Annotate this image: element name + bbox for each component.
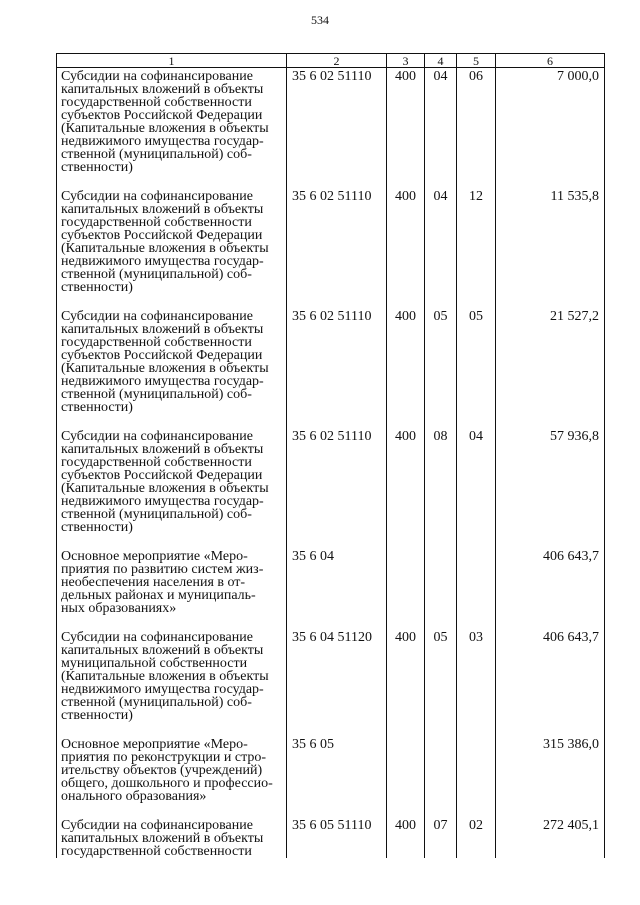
row-col4 <box>425 738 457 819</box>
row-code: 35 6 02 51110 <box>287 310 387 430</box>
table-row <box>57 430 605 550</box>
row-code: 35 6 05 <box>287 738 387 819</box>
row-name: Основное мероприятие «Меро- приятия по реконструкции и стро- ительству объектов (учреждений) общего, дошкольного и профессио- онального образования» <box>61 737 273 804</box>
row-col5: 12 <box>457 190 496 310</box>
table-row <box>57 190 605 310</box>
column-header-1: 1 <box>57 54 287 68</box>
row-col5: 02 <box>457 819 496 858</box>
table-row <box>57 819 605 858</box>
row-name: Субсидии на софинансирование капитальных вложений в объекты государственной собственности субъектов Российской Федерации (Капитальные вложения в объекты недвижимого имущества государ- ственной (муниципальной) соб- ственности) <box>61 309 269 415</box>
row-name: Субсидии на софинансирование капитальных вложений в объекты муниципальной собственности (Капитальные вложения в объекты недвижимого имущества государ- ственной (муниципальной) соб- ственности) <box>61 630 269 723</box>
row-name-cell <box>57 738 287 819</box>
row-amount: 57 936,8 <box>496 430 605 550</box>
row-name: Основное мероприятие «Меро- приятия по развитию систем жиз- необеспечения населения в от- дельных районах и муниципаль- ных образованиях» <box>61 549 264 616</box>
row-amount: 406 643,7 <box>496 550 605 631</box>
column-header-6: 6 <box>496 54 605 68</box>
row-name-cell <box>57 631 287 738</box>
row-col3: 400 <box>387 430 425 550</box>
budget-table-container <box>56 53 604 859</box>
row-col5: 06 <box>457 68 496 191</box>
row-col5 <box>457 738 496 819</box>
row-amount: 272 405,1 <box>496 819 605 858</box>
column-header-5: 5 <box>457 54 496 68</box>
row-name-cell <box>57 310 287 430</box>
row-col3: 400 <box>387 819 425 858</box>
row-amount: 11 535,8 <box>496 190 605 310</box>
row-col3 <box>387 550 425 631</box>
row-col3: 400 <box>387 68 425 191</box>
row-name-cell <box>57 190 287 310</box>
row-name: Субсидии на софинансирование капитальных вложений в объекты государственной собственности субъектов Российской Федерации (Капитальные вложения в объекты недвижимого имущества государ- ственной (муниципальной) соб- ственности) <box>61 69 269 175</box>
header-row <box>57 54 605 68</box>
row-amount: 7 000,0 <box>496 68 605 191</box>
row-col5 <box>457 550 496 631</box>
row-col4: 04 <box>425 68 457 191</box>
table-row <box>57 550 605 631</box>
row-name-cell <box>57 430 287 550</box>
row-col3: 400 <box>387 190 425 310</box>
row-col3 <box>387 738 425 819</box>
row-code: 35 6 05 51110 <box>287 819 387 858</box>
row-code: 35 6 02 51110 <box>287 430 387 550</box>
row-col5: 05 <box>457 310 496 430</box>
row-code: 35 6 02 51110 <box>287 190 387 310</box>
row-col3: 400 <box>387 310 425 430</box>
row-col4: 04 <box>425 190 457 310</box>
row-code: 35 6 04 51120 <box>287 631 387 738</box>
row-code: 35 6 04 <box>287 550 387 631</box>
page-number: 534 <box>311 13 329 27</box>
row-col4: 08 <box>425 430 457 550</box>
row-name-cell <box>57 819 287 858</box>
row-amount: 406 643,7 <box>496 631 605 738</box>
row-name-cell <box>57 68 287 191</box>
column-header-2: 2 <box>287 54 387 68</box>
table-row <box>57 631 605 738</box>
row-amount: 21 527,2 <box>496 310 605 430</box>
column-header-4: 4 <box>425 54 457 68</box>
table-row <box>57 310 605 430</box>
column-header-3: 3 <box>387 54 425 68</box>
row-col5: 03 <box>457 631 496 738</box>
row-amount: 315 386,0 <box>496 738 605 819</box>
row-name: Субсидии на софинансирование капитальных вложений в объекты государственной собственности <box>61 818 264 859</box>
row-name-cell <box>57 550 287 631</box>
row-name: Субсидии на софинансирование капитальных вложений в объекты государственной собственности субъектов Российской Федерации (Капитальные вложения в объекты недвижимого имущества государ- ственной (муниципальной) соб- ственности) <box>61 189 269 295</box>
row-col3: 400 <box>387 631 425 738</box>
table-row <box>57 738 605 819</box>
table-row <box>57 68 605 191</box>
row-col4: 05 <box>425 310 457 430</box>
row-col4: 07 <box>425 819 457 858</box>
row-col4: 05 <box>425 631 457 738</box>
row-col5: 04 <box>457 430 496 550</box>
budget-table <box>56 53 605 858</box>
row-col4 <box>425 550 457 631</box>
row-code: 35 6 02 51110 <box>287 68 387 191</box>
row-name: Субсидии на софинансирование капитальных вложений в объекты государственной собственности субъектов Российской Федерации (Капитальные вложения в объекты недвижимого имущества государ- ственной (муниципальной) соб- ственности) <box>61 429 269 535</box>
